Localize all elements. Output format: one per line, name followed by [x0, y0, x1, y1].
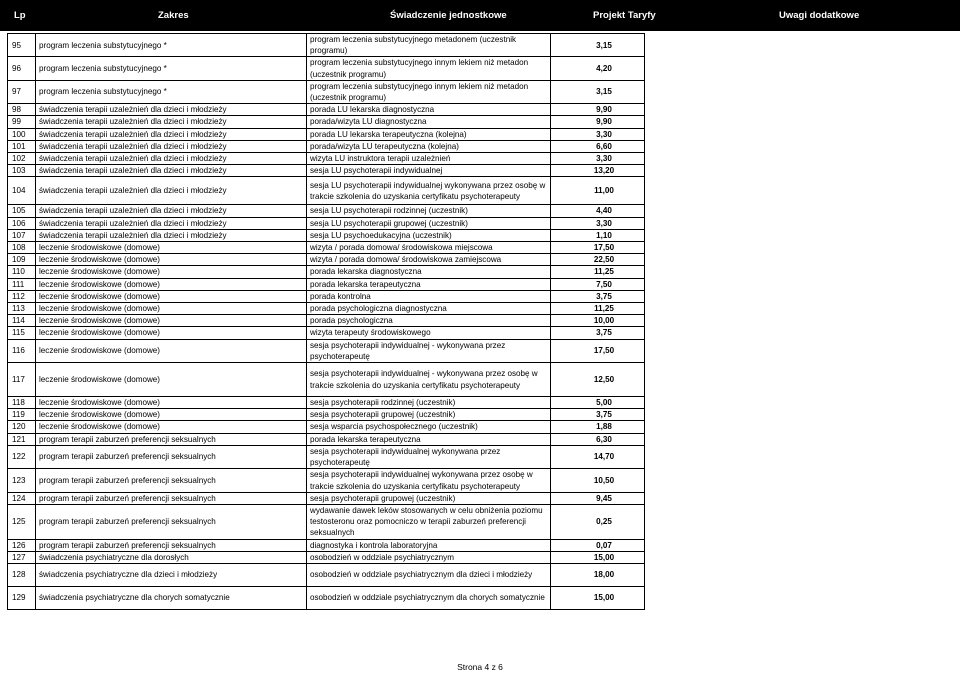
- row-zakres: program leczenia substytucyjnego *: [36, 57, 307, 80]
- row-zakres: świadczenia psychiatryczne dla dorosłych: [36, 551, 307, 563]
- row-uwagi: [645, 303, 958, 315]
- row-lp: 107: [8, 229, 36, 241]
- row-swiadczenie: wizyta / porada domowa/ środowiskowa zamiejscowa: [307, 254, 551, 266]
- row-lp: 129: [8, 586, 36, 609]
- row-taryfa: 12,50: [551, 363, 645, 397]
- row-lp: 119: [8, 409, 36, 421]
- row-swiadczenie: diagnostyka i kontrola laboratoryjna: [307, 539, 551, 551]
- row-lp: 103: [8, 165, 36, 177]
- row-lp: 104: [8, 177, 36, 205]
- row-uwagi: [645, 315, 958, 327]
- row-uwagi: [645, 539, 958, 551]
- row-lp: 97: [8, 80, 36, 103]
- row-swiadczenie: program leczenia substytucyjnego innym lekiem niż metadon (uczestnik programu): [307, 80, 551, 103]
- row-uwagi: [645, 177, 958, 205]
- row-swiadczenie: wizyta terapeuty środowiskowego: [307, 327, 551, 339]
- row-uwagi: [645, 339, 958, 362]
- row-zakres: świadczenia psychiatryczne dla dzieci i młodzieży: [36, 563, 307, 586]
- tariff-table: [7, 33, 958, 610]
- row-uwagi: [645, 445, 958, 468]
- table-row: [8, 445, 958, 468]
- table-row: [8, 140, 958, 152]
- row-lp: 105: [8, 205, 36, 217]
- row-zakres: świadczenia terapii uzależnień dla dzieci i młodzieży: [36, 177, 307, 205]
- header-zakres: Zakres: [158, 10, 189, 21]
- table-row: [8, 327, 958, 339]
- row-uwagi: [645, 34, 958, 57]
- table-row: [8, 586, 958, 609]
- row-taryfa: 9,90: [551, 116, 645, 128]
- row-lp: 128: [8, 563, 36, 586]
- table-row: [8, 469, 958, 492]
- row-uwagi: [645, 140, 958, 152]
- row-lp: 102: [8, 153, 36, 165]
- table-row: [8, 57, 958, 80]
- row-uwagi: [645, 165, 958, 177]
- row-taryfa: 3,75: [551, 327, 645, 339]
- row-uwagi: [645, 217, 958, 229]
- row-zakres: leczenie środowiskowe (domowe): [36, 339, 307, 362]
- row-zakres: świadczenia terapii uzależnień dla dzieci i młodzieży: [36, 153, 307, 165]
- table-row: [8, 254, 958, 266]
- row-uwagi: [645, 278, 958, 290]
- row-zakres: program terapii zaburzeń preferencji seksualnych: [36, 504, 307, 539]
- row-zakres: świadczenia terapii uzależnień dla dzieci i młodzieży: [36, 205, 307, 217]
- row-swiadczenie: porada/wizyta LU diagnostyczna: [307, 116, 551, 128]
- row-taryfa: 5,00: [551, 397, 645, 409]
- row-swiadczenie: sesja wsparcia psychospołecznego (uczestnik): [307, 421, 551, 433]
- row-swiadczenie: porada lekarska terapeutyczna: [307, 433, 551, 445]
- row-uwagi: [645, 551, 958, 563]
- row-zakres: leczenie środowiskowe (domowe): [36, 303, 307, 315]
- row-zakres: świadczenia terapii uzależnień dla dzieci i młodzieży: [36, 128, 307, 140]
- row-lp: 121: [8, 433, 36, 445]
- row-uwagi: [645, 254, 958, 266]
- row-swiadczenie: porada psychologiczna: [307, 315, 551, 327]
- row-lp: 126: [8, 539, 36, 551]
- row-taryfa: 3,75: [551, 409, 645, 421]
- table-row: [8, 128, 958, 140]
- table-row: [8, 217, 958, 229]
- row-zakres: leczenie środowiskowe (domowe): [36, 315, 307, 327]
- row-lp: 117: [8, 363, 36, 397]
- table-row: [8, 363, 958, 397]
- row-lp: 108: [8, 242, 36, 254]
- row-uwagi: [645, 205, 958, 217]
- table-row: [8, 104, 958, 116]
- table-row: [8, 303, 958, 315]
- row-taryfa: 4,40: [551, 205, 645, 217]
- row-taryfa: 3,15: [551, 34, 645, 57]
- row-uwagi: [645, 563, 958, 586]
- table-row: [8, 153, 958, 165]
- row-swiadczenie: sesja LU psychoterapii indywidualnej: [307, 165, 551, 177]
- row-zakres: program terapii zaburzeń preferencji seksualnych: [36, 492, 307, 504]
- table-row: [8, 315, 958, 327]
- row-lp: 125: [8, 504, 36, 539]
- row-zakres: świadczenia terapii uzależnień dla dzieci i młodzieży: [36, 140, 307, 152]
- table-row: [8, 290, 958, 302]
- row-taryfa: 3,30: [551, 128, 645, 140]
- row-swiadczenie: sesja LU psychoterapii rodzinnej (uczestnik): [307, 205, 551, 217]
- row-uwagi: [645, 421, 958, 433]
- row-swiadczenie: sesja LU psychoterapii grupowej (uczestnik): [307, 217, 551, 229]
- table-row: [8, 397, 958, 409]
- row-taryfa: 17,50: [551, 242, 645, 254]
- row-zakres: leczenie środowiskowe (domowe): [36, 266, 307, 278]
- row-zakres: świadczenia terapii uzależnień dla dzieci i młodzieży: [36, 104, 307, 116]
- row-uwagi: [645, 229, 958, 241]
- row-lp: 113: [8, 303, 36, 315]
- row-zakres: leczenie środowiskowe (domowe): [36, 242, 307, 254]
- row-taryfa: 3,30: [551, 217, 645, 229]
- row-swiadczenie: sesja psychoterapii indywidualnej wykonywana przez osobę w trakcie szkolenia do uzyskania certyfikatu psychoterapeuty: [307, 469, 551, 492]
- table-header: [0, 0, 960, 31]
- row-taryfa: 7,50: [551, 278, 645, 290]
- row-taryfa: 0,25: [551, 504, 645, 539]
- row-taryfa: 6,30: [551, 433, 645, 445]
- table-row: [8, 563, 958, 586]
- row-lp: 98: [8, 104, 36, 116]
- row-lp: 101: [8, 140, 36, 152]
- row-zakres: leczenie środowiskowe (domowe): [36, 327, 307, 339]
- row-lp: 118: [8, 397, 36, 409]
- row-taryfa: 13,20: [551, 165, 645, 177]
- row-taryfa: 22,50: [551, 254, 645, 266]
- row-lp: 115: [8, 327, 36, 339]
- row-uwagi: [645, 128, 958, 140]
- row-lp: 123: [8, 469, 36, 492]
- row-uwagi: [645, 80, 958, 103]
- row-swiadczenie: sesja LU psychoedukacyjna (uczestnik): [307, 229, 551, 241]
- row-swiadczenie: porada lekarska terapeutyczna: [307, 278, 551, 290]
- row-zakres: leczenie środowiskowe (domowe): [36, 409, 307, 421]
- row-taryfa: 9,45: [551, 492, 645, 504]
- row-uwagi: [645, 104, 958, 116]
- row-swiadczenie: program leczenia substytucyjnego metadonem (uczestnik programu): [307, 34, 551, 57]
- row-zakres: program terapii zaburzeń preferencji seksualnych: [36, 469, 307, 492]
- row-lp: 116: [8, 339, 36, 362]
- row-swiadczenie: wydawanie dawek leków stosowanych w celu obniżenia poziomu testosteronu oraz pomocniczo w terapii zaburzeń preferencji seksualnych: [307, 504, 551, 539]
- row-swiadczenie: wizyta / porada domowa/ środowiskowa miejscowa: [307, 242, 551, 254]
- row-swiadczenie: porada kontrolna: [307, 290, 551, 302]
- row-lp: 100: [8, 128, 36, 140]
- row-lp: 120: [8, 421, 36, 433]
- row-zakres: leczenie środowiskowe (domowe): [36, 397, 307, 409]
- table-row: [8, 242, 958, 254]
- row-zakres: program leczenia substytucyjnego *: [36, 80, 307, 103]
- row-zakres: program terapii zaburzeń preferencji seksualnych: [36, 433, 307, 445]
- row-lp: 106: [8, 217, 36, 229]
- row-swiadczenie: porada/wizyta LU terapeutyczna (kolejna): [307, 140, 551, 152]
- row-uwagi: [645, 242, 958, 254]
- row-taryfa: 15,00: [551, 586, 645, 609]
- row-zakres: leczenie środowiskowe (domowe): [36, 290, 307, 302]
- table-row: [8, 551, 958, 563]
- row-zakres: leczenie środowiskowe (domowe): [36, 421, 307, 433]
- table-row: [8, 80, 958, 103]
- row-zakres: leczenie środowiskowe (domowe): [36, 254, 307, 266]
- row-uwagi: [645, 469, 958, 492]
- table-row: [8, 229, 958, 241]
- row-uwagi: [645, 409, 958, 421]
- row-uwagi: [645, 433, 958, 445]
- table-row: [8, 165, 958, 177]
- row-swiadczenie: porada psychologiczna diagnostyczna: [307, 303, 551, 315]
- row-swiadczenie: sesja psychoterapii rodzinnej (uczestnik): [307, 397, 551, 409]
- row-uwagi: [645, 153, 958, 165]
- page-number: Strona 4 z 6: [457, 662, 503, 672]
- row-zakres: świadczenia terapii uzależnień dla dzieci i młodzieży: [36, 165, 307, 177]
- row-lp: 114: [8, 315, 36, 327]
- row-zakres: świadczenia terapii uzależnień dla dzieci i młodzieży: [36, 217, 307, 229]
- row-lp: 109: [8, 254, 36, 266]
- row-swiadczenie: osobodzień w oddziale psychiatrycznym dla chorych somatycznie: [307, 586, 551, 609]
- row-taryfa: 17,50: [551, 339, 645, 362]
- table-row: [8, 205, 958, 217]
- row-uwagi: [645, 363, 958, 397]
- table-row: [8, 421, 958, 433]
- row-zakres: świadczenia terapii uzależnień dla dzieci i młodzieży: [36, 229, 307, 241]
- row-zakres: leczenie środowiskowe (domowe): [36, 278, 307, 290]
- row-zakres: leczenie środowiskowe (domowe): [36, 363, 307, 397]
- table-row: [8, 339, 958, 362]
- table-row: [8, 278, 958, 290]
- table-row: [8, 504, 958, 539]
- header-lp: Lp: [14, 10, 26, 21]
- row-taryfa: 1,88: [551, 421, 645, 433]
- row-lp: 112: [8, 290, 36, 302]
- row-swiadczenie: porada LU lekarska terapeutyczna (kolejna): [307, 128, 551, 140]
- row-taryfa: 15,00: [551, 551, 645, 563]
- row-swiadczenie: porada lekarska diagnostyczna: [307, 266, 551, 278]
- row-uwagi: [645, 586, 958, 609]
- table-row: [8, 116, 958, 128]
- row-swiadczenie: sesja psychoterapii grupowej (uczestnik): [307, 409, 551, 421]
- row-swiadczenie: sesja LU psychoterapii indywidualnej wykonywana przez osobę w trakcie szkolenia do uzyskania certyfikatu psychoterapeuty: [307, 177, 551, 205]
- table-row: [8, 266, 958, 278]
- table-row: [8, 492, 958, 504]
- table-row: [8, 433, 958, 445]
- row-lp: 95: [8, 34, 36, 57]
- row-taryfa: 3,75: [551, 290, 645, 302]
- row-uwagi: [645, 266, 958, 278]
- row-swiadczenie: osobodzień w oddziale psychiatrycznym: [307, 551, 551, 563]
- row-swiadczenie: program leczenia substytucyjnego innym lekiem niż metadon (uczestnik programu): [307, 57, 551, 80]
- row-lp: 99: [8, 116, 36, 128]
- row-taryfa: 10,50: [551, 469, 645, 492]
- table-row: [8, 409, 958, 421]
- row-lp: 124: [8, 492, 36, 504]
- header-swiadczenie: Świadczenie jednostkowe: [390, 10, 507, 21]
- row-swiadczenie: sesja psychoterapii indywidualnej - wykonywana przez psychoterapeutę: [307, 339, 551, 362]
- row-taryfa: 1,10: [551, 229, 645, 241]
- row-uwagi: [645, 116, 958, 128]
- row-taryfa: 11,00: [551, 177, 645, 205]
- row-uwagi: [645, 504, 958, 539]
- row-taryfa: 3,15: [551, 80, 645, 103]
- row-zakres: program leczenia substytucyjnego *: [36, 34, 307, 57]
- row-uwagi: [645, 397, 958, 409]
- row-zakres: świadczenia terapii uzależnień dla dzieci i młodzieży: [36, 116, 307, 128]
- row-lp: 96: [8, 57, 36, 80]
- row-lp: 122: [8, 445, 36, 468]
- table-row: [8, 539, 958, 551]
- row-uwagi: [645, 327, 958, 339]
- row-swiadczenie: wizyta LU instruktora terapii uzależnień: [307, 153, 551, 165]
- table-row: [8, 177, 958, 205]
- row-swiadczenie: sesja psychoterapii indywidualnej wykonywana przez psychoterapeutę: [307, 445, 551, 468]
- row-uwagi: [645, 492, 958, 504]
- row-zakres: program terapii zaburzeń preferencji seksualnych: [36, 539, 307, 551]
- row-uwagi: [645, 290, 958, 302]
- row-swiadczenie: sesja psychoterapii grupowej (uczestnik): [307, 492, 551, 504]
- row-lp: 127: [8, 551, 36, 563]
- row-taryfa: 9,90: [551, 104, 645, 116]
- row-swiadczenie: porada LU lekarska diagnostyczna: [307, 104, 551, 116]
- row-lp: 110: [8, 266, 36, 278]
- row-taryfa: 14,70: [551, 445, 645, 468]
- row-taryfa: 10,00: [551, 315, 645, 327]
- row-lp: 111: [8, 278, 36, 290]
- row-taryfa: 11,25: [551, 266, 645, 278]
- row-zakres: program terapii zaburzeń preferencji seksualnych: [36, 445, 307, 468]
- table-row: [8, 34, 958, 57]
- header-uwagi: Uwagi dodatkowe: [779, 10, 860, 21]
- row-taryfa: 6,60: [551, 140, 645, 152]
- row-taryfa: 11,25: [551, 303, 645, 315]
- row-swiadczenie: sesja psychoterapii indywidualnej - wykonywana przez osobę w trakcie szkolenia do uzyskania certyfikatu psychoterapeuty: [307, 363, 551, 397]
- row-uwagi: [645, 57, 958, 80]
- row-taryfa: 4,20: [551, 57, 645, 80]
- row-taryfa: 0,07: [551, 539, 645, 551]
- row-zakres: świadczenia psychiatryczne dla chorych somatycznie: [36, 586, 307, 609]
- row-taryfa: 18,00: [551, 563, 645, 586]
- row-taryfa: 3,30: [551, 153, 645, 165]
- header-taryfy: Projekt Taryfy: [593, 10, 656, 21]
- row-swiadczenie: osobodzień w oddziale psychiatrycznym dla dzieci i młodzieży: [307, 563, 551, 586]
